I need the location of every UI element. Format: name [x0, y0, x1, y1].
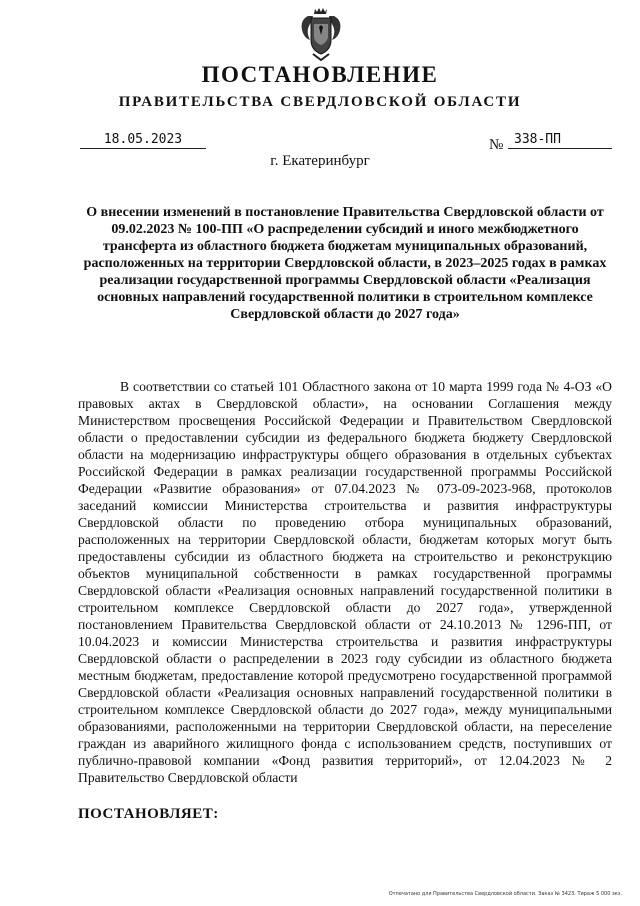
resolution-word: ПОСТАНОВЛЯЕТ:: [78, 806, 219, 822]
body-paragraph: В соответствии со статьей 101 Областного закона от 10 марта 1999 года № 4-ОЗ «О правовых актах в Свердловской области», на основании Соглашения между Министерством просвещения Российской Федерации и Правительством Свердловской области о предоставлении субсидии из федерального бюджета бюджету Свердловской области на модернизацию инфраструктуры общего образования в отдельных субъектах Российской Федерации в рамках реализации государственной программы Российской Федерации «Развитие образования» от 07.04.2023 № 073-09-2023-968, протоколов заседаний комиссии Министерства строительства и развития инфраструктуры Свердловской области по проведению отбора муниципальных образований, расположенных на территории Свердловской области, бюджетам которых могут быть предоставлены субсидии из областного бюджета на строительство и реконструкцию объектов муниципальной собственности в рамках государственной программы Свердловской области «Реализация основных направлений государственной политики в строительном комплексе Свердловской области до 2027 года», утвержденной постановлением Правительства Свердловской области от 24.10.2013 № 1296-ПП, от 10.04.2023 и комиссии Министерства строительства и развития инфраструктуры Свердловской области о распределении в 2023 году субсидии из областного бюджета местным бюджетам, предоставление которой предусмотрено государственной программой Свердловской области «Реализация основных направлений государственной политики в строительном комплексе Свердловской области до 2027 года», между муниципальными образованиями, расположенными на территории Свердловской области, на переселение граждан из аварийного жилищного фонда с использованием средств, поступивших от публично-правовой компании «Фонд развития территорий», от 12.04.2023 № 2 Правительство Свердловской области: [78, 379, 612, 785]
document-subtitle: ПРАВИТЕЛЬСТВА СВЕРДЛОВСКОЙ ОБЛАСТИ: [118, 94, 522, 110]
print-footer: Отпечатано для Правительства Свердловской области. Заказ № 3423. Тираж 5 000 экз.: [388, 891, 622, 897]
document-title: ПОСТАНОВЛЕНИЕ: [201, 62, 439, 87]
number-sign: №: [489, 137, 504, 153]
document-heading: О внесении изменений в постановление Правительства Свердловской области от 09.02.2023 № 100-ПП «О распределении субсидий и иного межбюджетного трансферта из областного бюджета бюджетам муниципальных образований, расположенных на территории Свердловской области, в 2023–2025 годах в рамках реализации государственной программы Свердловской области «Реализация основных направлений государственной политики в строительном комплексе Свердловской области до 2027 года»: [83, 205, 607, 322]
city: г. Екатеринбург: [270, 153, 370, 169]
document-date: 18.05.2023: [80, 132, 206, 149]
document-number: 338-ПП: [508, 132, 612, 149]
coat-of-arms-icon: [298, 6, 344, 64]
